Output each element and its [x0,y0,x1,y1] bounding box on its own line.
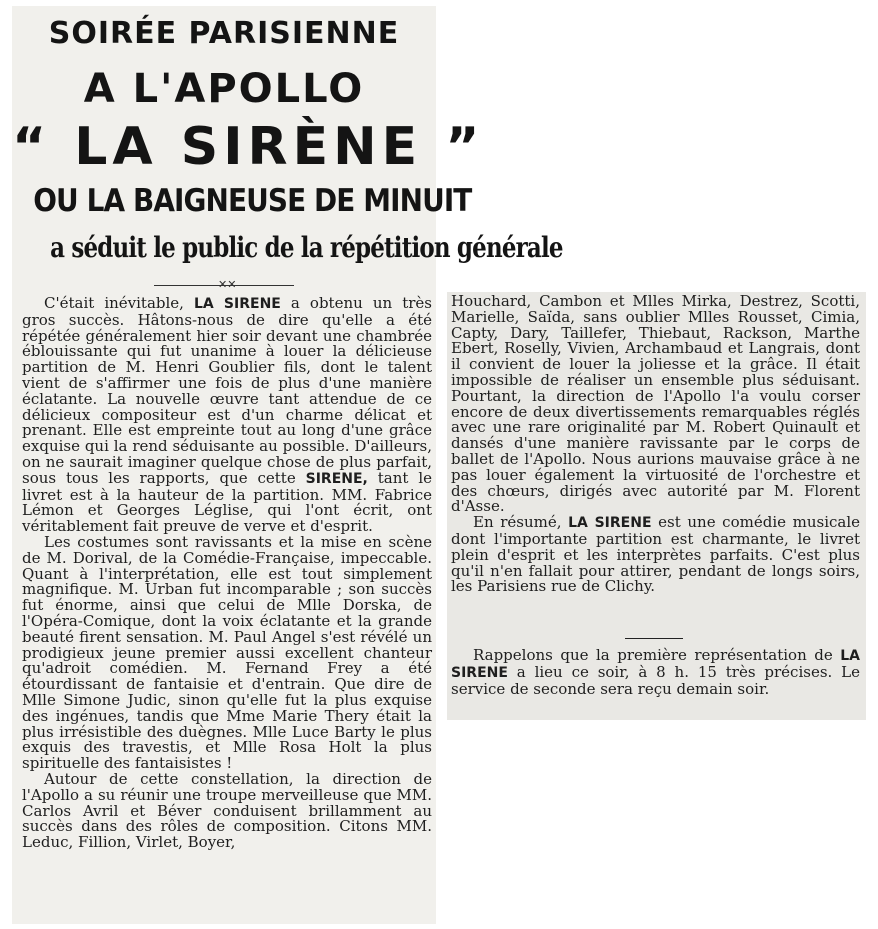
title-emphasis-2: SIRENE, [305,470,368,487]
section-divider [625,638,683,639]
headline-subtitle: OU LA BAIGNEUSE DE MINUIT [33,183,472,219]
article-left-text [22,296,432,851]
paragraph-1: C'était inévitable, LA SIRENE a obtenu un très gros succès. Hâtons-nous de dire qu'elle a été répétée généralement hier soir devant une chambrée éblouissante qui fut unanime à louer la délicieuse partition de M. Henri Goublier fils, dont le talent vient de s'affirmer une fois de plus d'une manière éclatante. La nouvelle œuvre tant attendue de ce délicieux compositeur est d'un charme délicat et prenant. Elle est empreinte tout au long d'une grâce exquise qui la rend séduisante au possible. D'ailleurs, on ne saurait imaginer quelque chose de plus parfait, sous tous les rapports, que cette SIRENE, tant le livret est à la hauteur de la partition. MM. Fabrice Lémon et Georges Léglise, qui l'ont écrit, ont véritablement fait preuve de verve et d'esprit. [22,294,432,536]
left-column [12,6,563,924]
title-emphasis-3: LA SIRENE [568,515,652,532]
headline-deck: a séduit le public de la répétition générale [50,231,563,264]
headline-title: “ LA SIRÈNE ” [12,117,485,177]
headline-line1: A L'APOLLO [83,66,365,112]
paragraph-3-continued: Houchard, Cambon et Mlles Mirka, Destrez, Scotti, Marielle, Saïda, sans oublier Mlles Rousset, Cimia, Capty, Dary, Taillefer, Thiebaut, Rackson, Marthe Ebert, Roselly, Vivien, Archambaud et Langrais, dont il convient de louer la joliesse et la grâce. Il était impossible de réaliser un ensemble plus séduisant. Pourtant, la direction de l'Apollo l'a voulu corser encore de deux divertissements remarquables réglés avec une rare originalité par M. Robert Quinault et dansés d'une manière ravissante par le corps de ballet de l'Apollo. Nous aurions mauvaise grâce à ne pas louer également la virtuosité de l'orchestre et des chœurs, dirigés avec autorité par M. Florent d'Asse. [451,292,860,516]
paragraph-2: Les costumes sont ravissants et la mise en scène de M. Dorival, de la Comédie-Française, impeccable. Quant à l'interprétation, elle est tout simplement magnifique. M. Urban fut incomparable ; son succès fut énorme, ainsi que celui de Mlle Dorska, de l'Opéra-Comique, dont la voix éclatante et la grande beauté firent sensation. M. Paul Angel s'est révélé un prodigieux jeune premier aussi excellent chanteur qu'adroit comédien. M. Fernand Frey a été étourdissant de fantaisie et d'entrain. Que dire de Mlle Simone Judic, sinon qu'elle fut la plus exquise des ingénues, tandis que Mme Marie Thery était la plus irrésistible des duègnes. Mlle Luce Barty le plus exquis des travestis, et Mlle Rosa Holt la plus spirituelle des fantaisistes ! [22,532,432,773]
article-notice-text [451,648,860,697]
title-emphasis: LA SIRENE [194,296,281,312]
divider-ornament: ✕✕ [218,278,237,291]
article-right-text [451,294,860,595]
headline-kicker: SOIRÉE PARISIENNE [48,16,400,51]
paragraph-3: Autour de cette constellation, la direction de l'Apollo a su réunir une troupe merveilleuse que MM. Carlos Avril et Béver conduisent brillamment au succès dans des rôles de composition. Citons MM. Leduc, Fillion, Virlet, Boyer, [22,769,432,852]
title-emphasis-4: LA SIRENE [451,648,860,681]
paragraph-5: Rappelons que la première représentation de LA SIRENE a lieu ce soir, à 8 h. 15 très précises. Le service de seconde sera reçu demain soir. [451,646,860,698]
right-column [447,292,866,720]
paragraph-4: En résumé, LA SIRENE est une comédie musicale dont l'importante partition est charmante, le livret plein d'esprit et les interprètes parfaits. C'est plus qu'il n'en fallait pour attirer, pendant de longs soirs, les Parisiens rue de Clichy. [451,513,861,596]
